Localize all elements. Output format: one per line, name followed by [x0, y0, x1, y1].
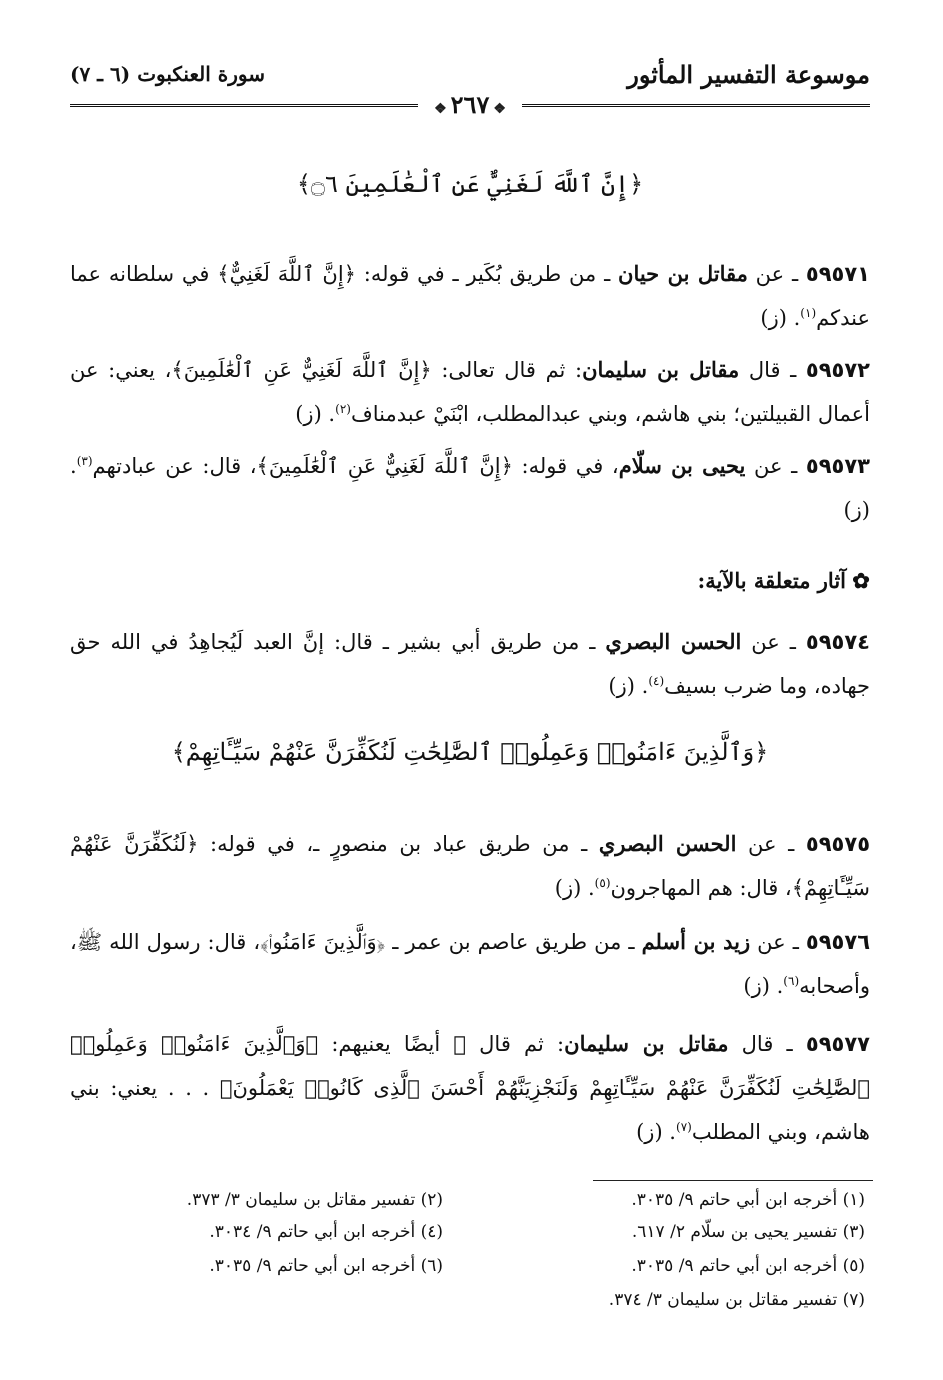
verse-heading: ﴿إِنَّ ٱللَّهَ لَغَنِيٌّ عَنِ ٱلْعَٰلَمِينَ ۝٦﴾ — [296, 170, 644, 198]
narration-entry — [70, 620, 870, 708]
footnote: (٦) أخرجه ابن أبي حاتم ٩/ ٣٠٣٥. — [209, 1256, 443, 1276]
footnote-ref: (٥) — [594, 876, 611, 890]
surah-label: سورة العنكبوت (٦ ـ ٧) — [70, 62, 265, 86]
footnote: (١) أخرجه ابن أبي حاتم ٩/ ٣٠٣٥. — [631, 1190, 865, 1210]
entry-prefix: ـ عن — [736, 832, 806, 856]
entry-number: ٥٩٥٧١ — [805, 262, 870, 286]
page-header — [70, 52, 870, 119]
narrator-name: مقاتل بن سليمان — [564, 1031, 729, 1056]
narration-entry — [70, 444, 870, 532]
footnote-ref: (٦) — [783, 974, 800, 988]
entry-text: ، في قوله: ﴿إِنَّ ٱللَّهَ لَغَنِيٌّ عَنِ ٱلْعَٰلَمِينَ﴾، قال: عن عبادتهم — [92, 454, 619, 478]
narrator-name: مقاتل بن حيان — [618, 261, 748, 286]
section-title: آثار متعلقة بالآية: — [697, 568, 846, 593]
entry-end: . (ز) — [636, 1120, 676, 1144]
entry-number: ٥٩٥٧٤ — [805, 630, 870, 654]
ornament-icon: ❖ — [434, 101, 447, 117]
narration-entry — [70, 1022, 870, 1154]
entry-number: ٥٩٥٧٧ — [805, 1032, 870, 1056]
flower-ornament-icon: ✿ — [852, 568, 870, 593]
narration-entry — [70, 822, 870, 910]
footnote-ref: (٣) — [76, 454, 93, 468]
entry-prefix: ـ عن — [745, 454, 806, 478]
book-title: موسوعة التفسير المأثور — [627, 60, 870, 89]
entry-text: ـ من طريق عاصم بن عمر ـ ﴿وَٱلَّذِينَ ءَامَنُوا۟﴾، قال: رسول الله ﷺ، وأصحابه — [70, 930, 870, 998]
entry-end: . (ز) — [608, 674, 649, 698]
footnote-ref: (١) — [800, 306, 817, 320]
entry-prefix: ـ عن — [747, 262, 806, 286]
verse-heading: ﴿وَٱلَّذِينَ ءَامَنُوا۟ وَعَمِلُوا۟ ٱلصَّٰلِحَٰتِ لَنُكَفِّرَنَّ عَنْهُمْ سَيِّـَٔاتِهِمْ﴾ — [171, 738, 769, 766]
narrator-name: الحسن البصري — [598, 831, 737, 856]
entry-number: ٥٩٥٧٦ — [805, 930, 871, 954]
entry-number: ٥٩٥٧٣ — [805, 454, 870, 478]
narration-entry — [70, 348, 870, 436]
narrator-name: الحسن البصري — [605, 629, 742, 654]
footnote-ref: (٤) — [648, 674, 665, 688]
footnote: (٥) أخرجه ابن أبي حاتم ٩/ ٣٠٣٥. — [631, 1256, 865, 1276]
entry-end: . (ز) — [70, 454, 870, 522]
narrator-name: يحيى بن سلّام — [618, 453, 746, 478]
entry-text: ـ من طريق أبي بشير ـ قال: إنَّ العبد لَيُجاهِدُ في الله حق جهاده، وما ضرب بسيف — [70, 630, 870, 698]
entry-text: : ثم قال ﷻ أيضًا يعنيهم: ﴿وَٱلَّذِينَ ءَامَنُوا۟ وَعَمِلُوا۟ ٱلصَّٰلِحَٰتِ لَنُكَفِّرَنَّ عَنْهُمْ سَيِّـَٔاتِهِمْ وَلَنَجْزِيَنَّهُمْ أَحْسَنَ ٱلَّذِى كَانُوا۟ يَعْمَلُونَ﴾ . . . يعني: بني هاشم، وبني المطلب — [70, 1032, 870, 1144]
narrator-name: زيد بن أسلم — [641, 929, 751, 954]
entry-number: ٥٩٥٧٥ — [805, 832, 871, 856]
entry-text: : ثم قال تعالى: ﴿إِنَّ ٱللَّهَ لَغَنِيٌّ عَنِ ٱلْعَٰلَمِينَ﴾، يعني: عن أعمال القبيلتين؛ بني هاشم، وبني عبدالمطلب، ابْنَيْ عبدمناف — [70, 358, 870, 426]
footnote-ref: (٧) — [676, 1120, 692, 1134]
entry-end: . (ز) — [760, 306, 801, 330]
entry-end: . (ز) — [295, 402, 336, 426]
entry-end: . (ز) — [743, 974, 784, 998]
entry-prefix: ـ عن — [741, 630, 806, 654]
footnote: (٧) تفسير مقاتل بن سليمان ٣/ ٣٧٤. — [608, 1290, 865, 1310]
entry-text: ـ من طريق بُكَير ـ في قوله: ﴿إِنَّ ٱللَّهَ لَغَنِيٌّ﴾ في سلطانه عما عندكم — [70, 262, 870, 330]
page-number: ٢٦٧ — [450, 90, 490, 119]
entry-number: ٥٩٥٧٢ — [805, 358, 870, 382]
entry-text: ـ من طريق عباد بن منصورٍ ـ، في قوله: ﴿لَنُكَفِّرَنَّ عَنْهُمْ سَيِّـَٔاتِهِمْ﴾، قال: هم المهاجرون — [70, 832, 870, 900]
footnote: (٣) تفسير يحيى بن سلّام ٢/ ٦١٧. — [631, 1222, 865, 1242]
narrator-name: مقاتل بن سليمان — [582, 357, 740, 382]
section-heading — [70, 568, 870, 593]
page-number-box — [418, 90, 522, 119]
footnote: (٤) أخرجه ابن أبي حاتم ٩/ ٣٠٣٤. — [209, 1222, 443, 1242]
entry-prefix: ـ قال — [739, 358, 806, 382]
entry-prefix: ـ قال — [728, 1032, 806, 1056]
entry-end: . (ز) — [554, 876, 595, 900]
entry-prefix: ـ عن — [750, 930, 806, 954]
footnote-ref: (٢) — [335, 402, 351, 416]
footnote: (٢) تفسير مقاتل بن سليمان ٣/ ٣٧٣. — [186, 1190, 443, 1210]
footnote-divider — [593, 1180, 873, 1181]
narration-entry — [70, 920, 870, 1008]
ornament-icon: ❖ — [493, 101, 506, 117]
narration-entry — [70, 252, 870, 340]
